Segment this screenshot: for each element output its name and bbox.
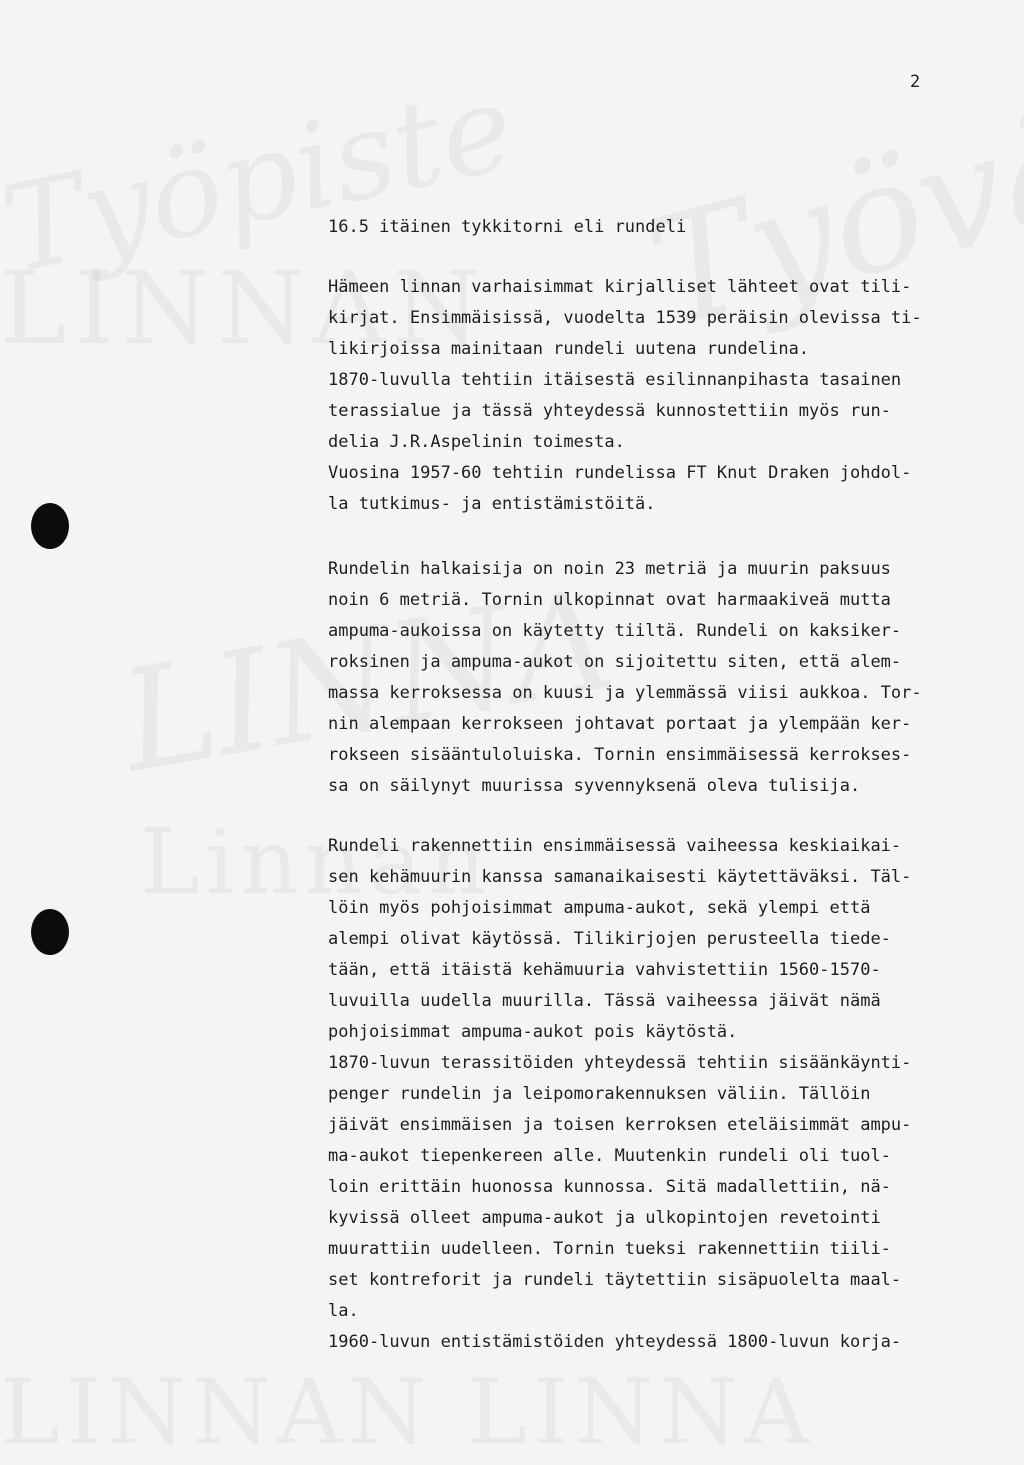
text-line: roksinen ja ampuma-aukot on sijoitettu siten, että alem- (328, 652, 902, 672)
section-heading: 16.5 itäinen tykkitorni eli rundeli (328, 217, 687, 237)
text-line: 1870-luvulla tehtiin itäisestä esilinnanpihasta tasainen (328, 370, 902, 390)
text-line: 1960-luvun entistämistöiden yhteydessä 1800-luvun korja- (328, 1332, 902, 1352)
text-line: löin myös pohjoisimmat ampuma-aukot, sekä ylempi että (328, 898, 871, 918)
text-line: ma-aukot tiepenkereen alle. Muutenkin rundeli oli tuol- (328, 1146, 891, 1166)
text-line: alempi olivat käytössä. Tilikirjojen perusteella tiede- (328, 929, 891, 949)
text-line: 1870-luvun terassitöiden yhteydessä tehtiin sisäänkäynti- (328, 1053, 912, 1073)
paragraph (328, 272, 922, 520)
text-line: ampuma-aukoissa on käytetty tiiltä. Rundeli on kaksiker- (328, 621, 902, 641)
watermark (0, 58, 525, 301)
text-line: sen kehämuurin kanssa samanaikaisesti käytettäväksi. Täl- (328, 867, 912, 887)
text-line: muurattiin uudelleen. Tornin tueksi rakennettiin tiili- (328, 1239, 891, 1259)
text-line: terassialue ja tässä yhteydessä kunnostettiin myös run- (328, 401, 891, 421)
text-line: sa on säilynyt muurissa syvennyksenä oleva tulisija. (328, 776, 861, 796)
text-line: Rundelin halkaisija on noin 23 metriä ja muurin paksuus (328, 559, 891, 579)
text-line: la. (328, 1301, 359, 1321)
text-line: noin 6 metriä. Tornin ulkopinnat ovat harmaakiveä mutta (328, 590, 891, 610)
paragraph (328, 831, 911, 1358)
text-line: nin alempaan kerrokseen johtavat portaat ja ylempään ker- (328, 714, 912, 734)
text-line: kyvissä olleet ampuma-aukot ja ulkopintojen revetointi (328, 1208, 881, 1228)
text-line: penger rundelin ja leipomorakennuksen väliin. Tällöin (328, 1084, 871, 1104)
punch-hole (31, 503, 69, 549)
text-line: likirjoissa mainitaan rundeli uutena rundelina. (328, 339, 810, 359)
text-line: set kontreforit ja rundeli täytettiin sisäpuolelta maal- (328, 1270, 902, 1290)
paragraph (328, 554, 922, 802)
text-line: jäivät ensimmäisen ja toisen kerroksen eteläisimmät ampu- (328, 1115, 912, 1135)
text-line: kirjat. Ensimmäisissä, vuodelta 1539 peräisin olevissa ti- (328, 308, 922, 328)
page-number: 2 (910, 72, 921, 92)
watermark (0, 1360, 815, 1465)
text-line: tään, että itäistä kehämuuria vahvistettiin 1560-1570- (328, 960, 881, 980)
text-line: loin erittäin huonossa kunnossa. Sitä madallettiin, nä- (328, 1177, 891, 1197)
text-line: la tutkimus- ja entistämistöitä. (328, 494, 656, 514)
text-line: pohjoisimmat ampuma-aukot pois käytöstä. (328, 1022, 738, 1042)
text-line: Vuosina 1957-60 tehtiin rundelissa FT Knut Draken johdol- (328, 463, 912, 483)
punch-hole (31, 909, 69, 955)
text-line: Rundeli rakennettiin ensimmäisessä vaiheessa keskiaikai- (328, 836, 902, 856)
text-line: delia J.R.Aspelinin toimesta. (328, 432, 625, 452)
text-line: massa kerroksessa on kuusi ja ylemmässä viisi aukkoa. Tor- (328, 683, 922, 703)
text-line: luvuilla uudella muurilla. Tässä vaiheessa jäivät nämä (328, 991, 881, 1011)
text-line: Hämeen linnan varhaisimmat kirjalliset lähteet ovat tili- (328, 277, 912, 297)
text-line: rokseen sisääntuloluiska. Tornin ensimmäisessä kerrokses- (328, 745, 912, 765)
